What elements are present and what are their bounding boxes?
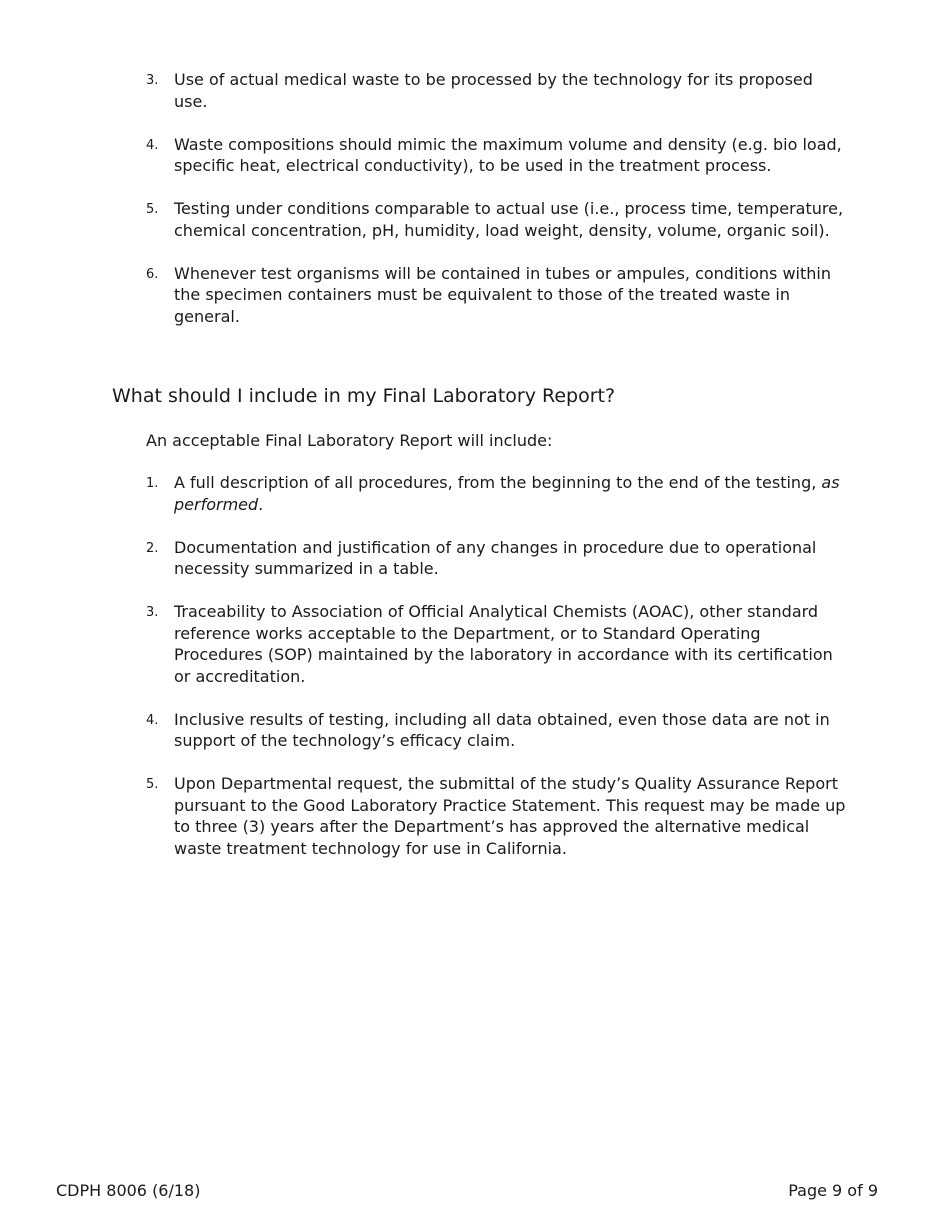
list-item-number: 2. (146, 540, 159, 556)
list-item-number: 4. (146, 137, 159, 153)
list-item (146, 472, 846, 515)
section-heading: What should I include in my Final Laboratory Report? (112, 385, 616, 407)
testing-criteria-list (146, 69, 846, 349)
list-item-text: A full description of all procedures, from the beginning to the end of the testing, (174, 473, 817, 492)
list-item (146, 69, 846, 112)
list-item-emphasis: as performed (174, 473, 840, 514)
footer-form-id: CDPH 8006 (6/18) (56, 1181, 201, 1200)
report-requirements-list (146, 472, 846, 881)
footer-page-number: Page 9 of 9 (788, 1181, 878, 1200)
list-item-number: 3. (146, 605, 159, 620)
list-item-text: Upon Departmental request, the submittal of the study’s Quality Assurance Report pursuant to the Good Laboratory Practice Statement. This request may be made up to three (3) years after the Department’s has approved the alternative medical waste treatment technology for use in California. (174, 774, 846, 858)
list-item-suffix: . (258, 494, 264, 514)
list-item-number: 4. (146, 712, 159, 728)
list-item-text: Testing under conditions comparable to actual use (i.e., process time, temperature, chemical concentration, pH, humidity, load weight, density, volume, organic soil). (174, 199, 844, 240)
list-item-text: Traceability to Association of Official Analytical Chemists (AOAC), other standard reference works acceptable to the Department, or to Standard Operating Procedures (SOP) maintained by the laboratory in accordance with its certification or accreditation. (174, 602, 833, 686)
list-item-text: Waste compositions should mimic the maximum volume and density (e.g. bio load, specific heat, electrical conductivity), to be used in the treatment process. (174, 134, 842, 175)
list-item-number: 5. (146, 777, 159, 792)
list-item (146, 198, 846, 241)
list-item-text: Inclusive results of testing, including all data obtained, even those data are not in support of the technology’s efficacy claim. (174, 709, 830, 750)
list-item-number: 3. (146, 73, 159, 88)
list-item-text: Use of actual medical waste to be processed by the technology for its proposed use. (174, 70, 813, 111)
list-item (146, 601, 846, 687)
list-item-number: 1. (146, 476, 159, 491)
list-item-number: 5. (146, 202, 159, 217)
list-item (146, 537, 846, 580)
list-item (146, 709, 846, 752)
list-item (146, 263, 846, 328)
list-item-text: Documentation and justification of any changes in procedure due to operational necessity summarized in a table. (174, 537, 817, 578)
section-intro: An acceptable Final Laboratory Report will include: (146, 431, 553, 450)
list-item (146, 773, 846, 859)
list-item-number: 6. (146, 266, 159, 282)
list-item (146, 134, 846, 177)
list-item-text: Whenever test organisms will be contained in tubes or ampules, conditions within the specimen containers must be equivalent to those of the treated waste in general. (174, 263, 831, 326)
